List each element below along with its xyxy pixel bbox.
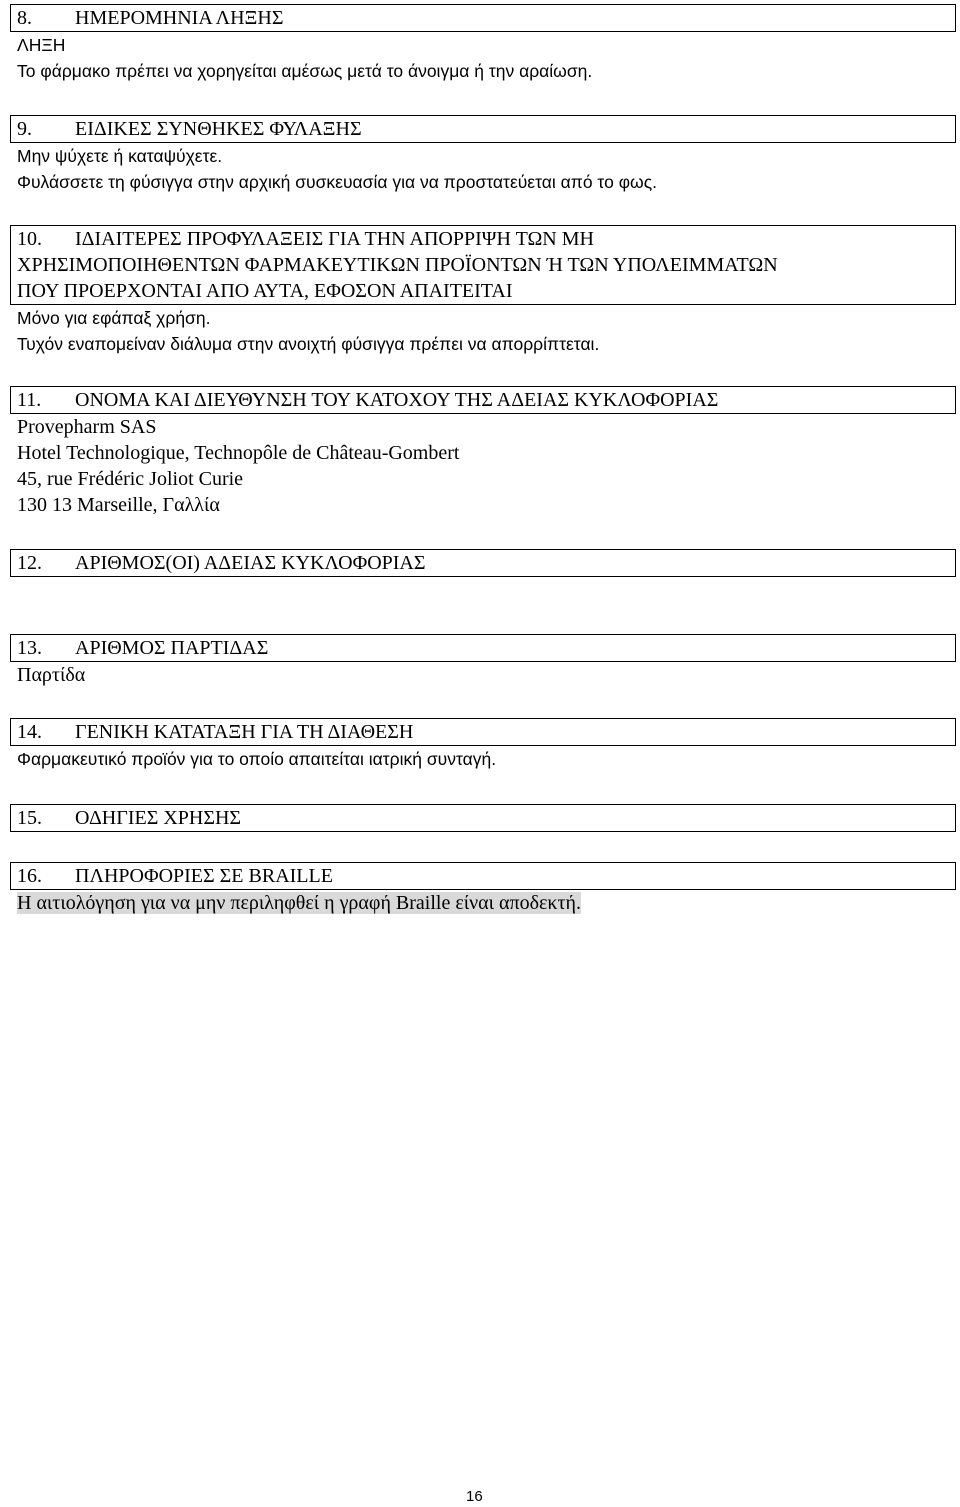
section-number: 12. xyxy=(17,552,42,574)
holder-name: Provepharm SAS xyxy=(17,416,157,438)
address-line: 130 13 Marseille, Γαλλία xyxy=(17,494,220,516)
section-11 xyxy=(10,386,956,518)
braille-statement xyxy=(10,890,956,916)
section-title-line: ΙΔΙΑΙΤΕΡΕΣ ΠΡΟΦΥΛΑΞΕΙΣ ΓΙΑ ΤΗΝ ΑΠΟΡΡΙΨΗ ΤΩΝ ΜΗ xyxy=(75,228,594,250)
section-16 xyxy=(10,862,956,916)
section-9-heading xyxy=(10,115,956,143)
body-line: Παρτίδα xyxy=(17,664,86,686)
section-number: 8. xyxy=(17,7,32,29)
section-16-heading xyxy=(10,862,956,890)
address-line: Hotel Technologique, Technopôle de Château-Gombert xyxy=(17,442,460,464)
section-11-heading xyxy=(10,386,956,414)
section-12-heading xyxy=(10,549,956,577)
section-number: 14. xyxy=(17,721,42,743)
section-title-line: ΧΡΗΣΙΜΟΠΟΙΗΘΕΝΤΩΝ ΦΑΡΜΑΚΕΥΤΙΚΩΝ ΠΡΟΪΟΝΤΩΝ Ή ΤΩΝ ΥΠΟΛΕΙΜΜΑΤΩΝ xyxy=(17,254,778,276)
page-number: 16 xyxy=(466,1488,483,1505)
section-title: ΑΡΙΘΜΟΣ ΠΑΡΤΙΔΑΣ xyxy=(75,637,269,659)
section-title: ΠΛΗΡΟΦΟΡΙΕΣ ΣΕ BRAILLE xyxy=(75,865,333,887)
section-14 xyxy=(10,718,956,772)
section-12 xyxy=(10,549,956,577)
section-15 xyxy=(10,804,956,832)
address-line: 45, rue Frédéric Joliot Curie xyxy=(17,468,244,490)
braille-statement-text: Η αιτιολόγηση για να μην περιληφθεί η γραφή Braille είναι αποδεκτή. xyxy=(17,892,581,914)
body-line: Μην ψύχετε ή καταψύχετε. xyxy=(17,146,223,166)
section-8-heading xyxy=(10,4,956,32)
section-title: ΑΡΙΘΜΟΣ(ΟΙ) ΑΔΕΙΑΣ ΚΥΚΛΟΦΟΡΙΑΣ xyxy=(75,552,426,574)
section-number: 15. xyxy=(17,807,42,829)
section-title: ΓΕΝΙΚΗ ΚΑΤΑΤΑΞΗ ΓΙΑ ΤΗ ΔΙΑΘΕΣΗ xyxy=(75,721,414,743)
section-13-heading xyxy=(10,634,956,662)
section-9 xyxy=(10,115,956,195)
section-title: ΗΜΕΡΟΜΗΝΙΑ ΛΗΞΗΣ xyxy=(75,7,284,29)
body-line: Μόνο για εφάπαξ χρήση. xyxy=(17,308,211,328)
section-10 xyxy=(10,225,956,357)
body-line: Φαρμακευτικό προϊόν για το οποίο απαιτείται ιατρική συνταγή. xyxy=(17,749,497,769)
section-14-heading xyxy=(10,718,956,746)
section-title: ΟΔΗΓΙΕΣ ΧΡΗΣΗΣ xyxy=(75,807,242,829)
section-number: 9. xyxy=(17,118,32,140)
body-line: ΛΗΞΗ xyxy=(17,35,66,55)
section-number: 13. xyxy=(17,637,42,659)
section-10-heading xyxy=(10,225,956,305)
section-number: 11. xyxy=(17,389,42,411)
section-number: 16. xyxy=(17,865,42,887)
section-title: ΟΝΟΜΑ ΚΑΙ ΔΙΕΥΘΥΝΣΗ ΤΟΥ ΚΑΤΟΧΟΥ ΤΗΣ ΑΔΕΙΑΣ ΚΥΚΛΟΦΟΡΙΑΣ xyxy=(75,389,719,411)
section-8 xyxy=(10,4,956,84)
section-number: 10. xyxy=(17,228,42,250)
section-title-line: ΠΟΥ ΠΡΟΕΡΧΟΝΤΑΙ ΑΠΟ ΑΥΤΑ, ΕΦΟΣΟΝ ΑΠΑΙΤΕΙΤΑΙ xyxy=(17,280,513,302)
body-line: Το φάρμακο πρέπει να χορηγείται αμέσως μετά το άνοιγμα ή την αραίωση. xyxy=(17,61,593,81)
section-title: ΕΙΔΙΚΕΣ ΣΥΝΘΗΚΕΣ ΦΥΛΑΞΗΣ xyxy=(75,118,362,140)
section-15-heading xyxy=(10,804,956,832)
section-13 xyxy=(10,634,956,688)
body-line: Τυχόν εναπομείναν διάλυμα στην ανοιχτή φύσιγγα πρέπει να απορρίπτεται. xyxy=(17,334,600,354)
body-line: Φυλάσσετε τη φύσιγγα στην αρχική συσκευασία για να προστατεύεται από το φως. xyxy=(17,172,657,192)
